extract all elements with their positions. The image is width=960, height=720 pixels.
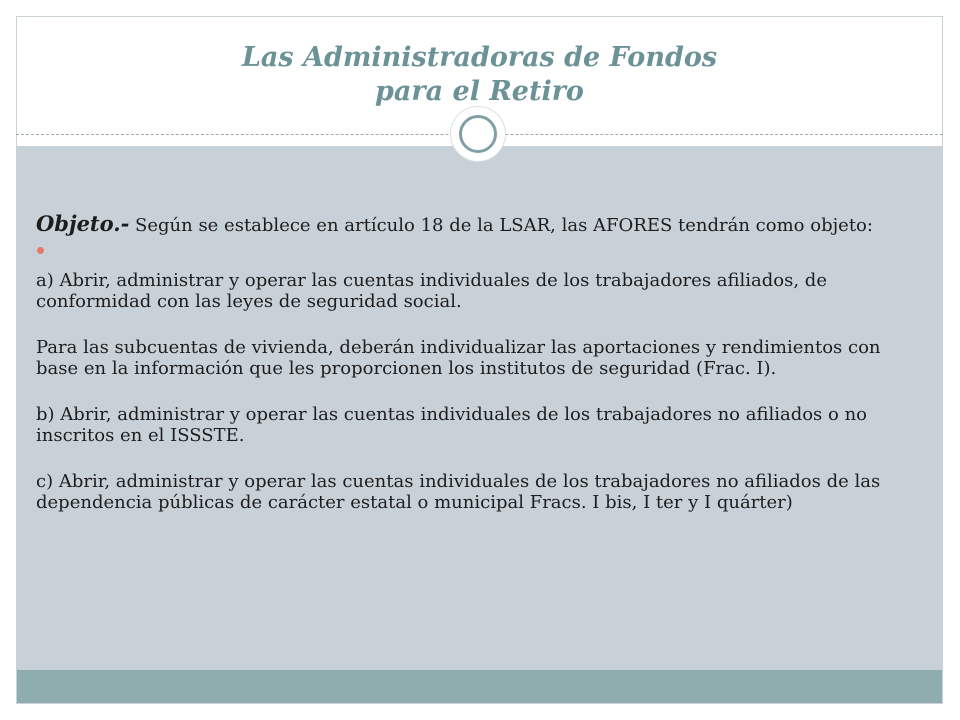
objeto-label: Objeto.- (36, 211, 130, 236)
body-text (36, 213, 916, 513)
item-b: b) Abrir, administrar y operar las cuentas individuales de los trabajadores no afiliados o no inscritos en el ISSSTE. (36, 404, 868, 446)
item-vivienda: Para las subcuentas de vivienda, deberán individualizar las aportaciones y rendimientos con base en la información que les proporcionen los institutos de seguridad (Frac. I). (36, 337, 881, 379)
footer-bar (17, 670, 942, 703)
item-c: c) Abrir, administrar y operar las cuentas individuales de los trabajadores no afiliados de las dependencia públicas de carácter estatal o municipal Fracs. I bis, I ter y I quárter) (36, 471, 881, 513)
ring-ornament-icon (451, 107, 505, 161)
slide-title-line-1: Las Administradoras de Fondos (241, 42, 718, 73)
intro-text: Según se establece en artículo 18 de la LSAR, las AFORES tendrán como objeto: (129, 215, 873, 236)
intro-paragraph (36, 213, 916, 236)
bullet-row (36, 240, 916, 262)
slide-title-line-2: para el Retiro (375, 76, 584, 107)
item-a: a) Abrir, administrar y operar las cuentas individuales de los trabajadores afiliados, de conformidad con las leyes de seguridad social. (36, 270, 827, 312)
bullet-dot-icon (37, 247, 44, 254)
